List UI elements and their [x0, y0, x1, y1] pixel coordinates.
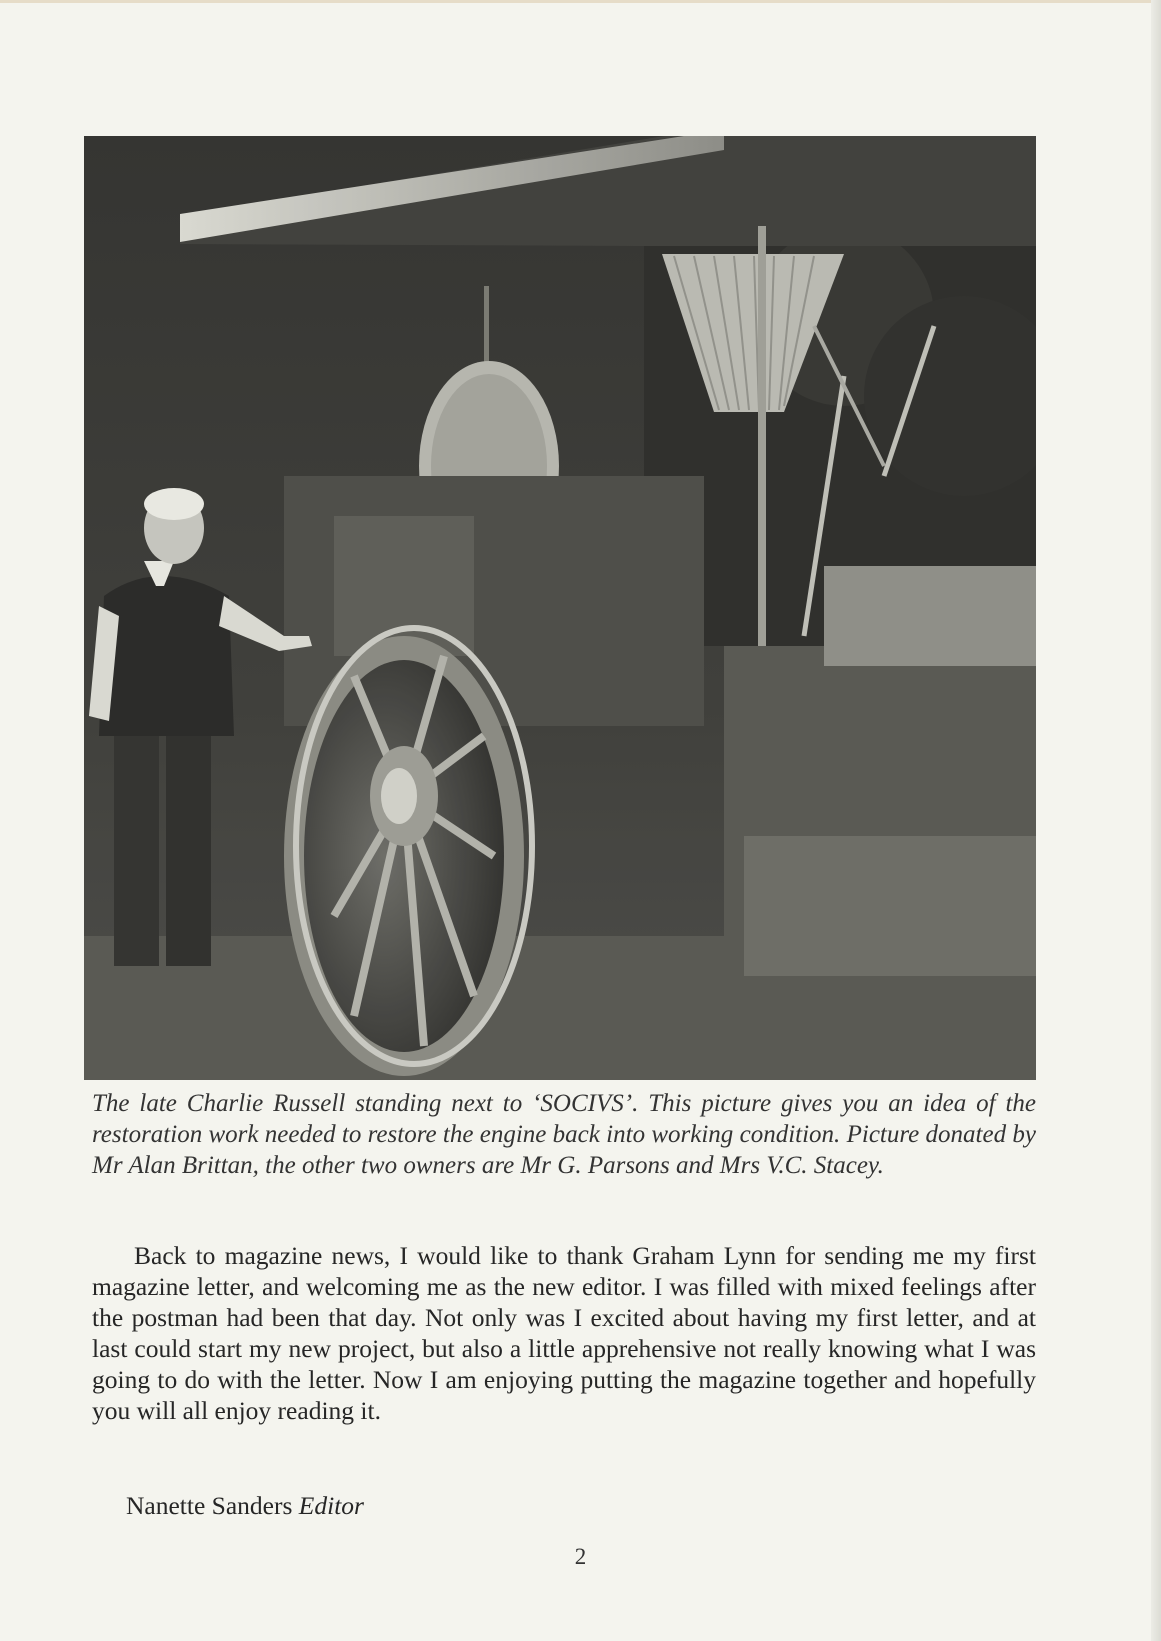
- editor-role: Editor: [298, 1491, 364, 1520]
- page-top-edge: [0, 0, 1161, 3]
- page-number: 2: [574, 1544, 587, 1569]
- body-paragraph: Back to magazine news, I would like to thank Graham Lynn for sending me my first magazine letter, and welcoming me as the new editor. I was filled with mixed feelings after the postman had been that day. Not only was I excited about having my first letter, and at last could start my new project, but also a little apprehensive not really knowing what I was going to do with the letter. Now I am enjoying putting the magazine together and hopefully you will all enjoy reading it.: [92, 1241, 1036, 1425]
- editor-name: Nanette Sanders: [126, 1491, 293, 1520]
- page-right-edge: [1151, 0, 1161, 1641]
- steam-engine-photo: [84, 136, 1036, 1080]
- editor-signature: [126, 1490, 364, 1521]
- photo-caption: The late Charlie Russell standing next to ‘SOCIVS’. This picture gives you an idea of the restoration work needed to restore the engine back into working condition. Picture donated by Mr Alan Brittan, the other two owners are Mr G. Parsons and Mrs V.C. Stacey.: [92, 1090, 1036, 1179]
